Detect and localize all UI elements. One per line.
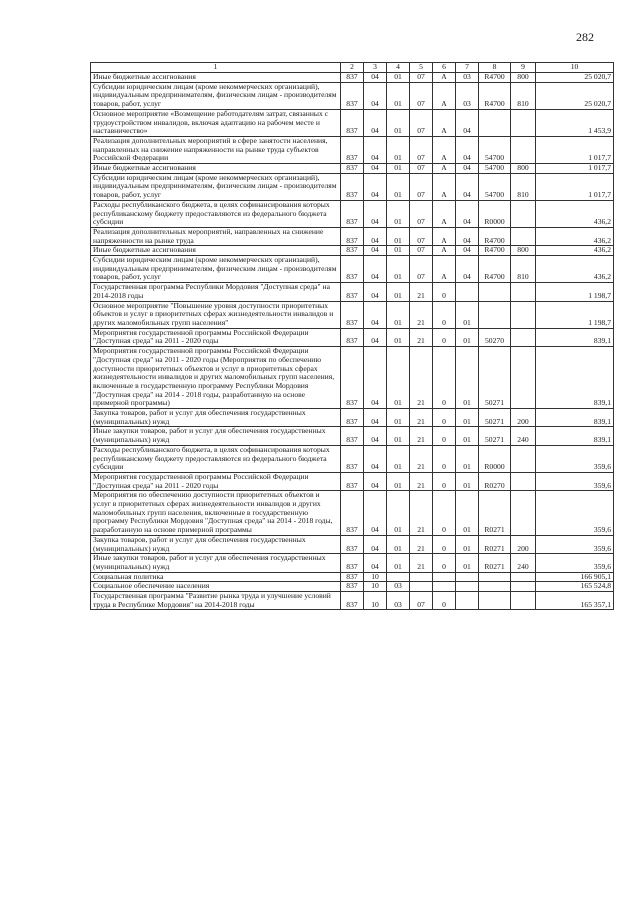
table-row <box>91 445 614 472</box>
program-code: 07 <box>410 73 433 83</box>
target-code: 54700 <box>479 164 511 174</box>
program-code: 07 <box>410 246 433 256</box>
section-code: 04 <box>364 256 387 283</box>
subsection-code: 01 <box>387 164 410 174</box>
admin-code: 837 <box>341 427 364 445</box>
section-code: 10 <box>364 572 387 582</box>
expense-type-code: 810 <box>511 173 536 200</box>
admin-code: 837 <box>341 173 364 200</box>
section-code: 04 <box>364 427 387 445</box>
subsection-code: 01 <box>387 173 410 200</box>
amount-cell: 839,1 <box>536 409 614 427</box>
subprogram-code <box>433 582 456 592</box>
event-code: 04 <box>456 227 479 245</box>
table-row <box>91 283 614 301</box>
target-code <box>479 592 511 610</box>
expense-type-code <box>511 347 536 409</box>
row-description: Субсидии юридическим лицам (кроме некоммерческих организаций), индивидуальным предпринимателям, физическим лицам - производителям товаров, работ, услуг <box>91 256 341 283</box>
subprogram-code: 0 <box>433 535 456 553</box>
page-number: 282 <box>576 30 594 44</box>
program-code: 21 <box>410 445 433 472</box>
admin-code: 837 <box>341 73 364 83</box>
expense-type-code <box>511 227 536 245</box>
admin-code: 837 <box>341 283 364 301</box>
subsection-code: 01 <box>387 554 410 572</box>
program-code: 07 <box>410 200 433 227</box>
section-code: 04 <box>364 445 387 472</box>
subprogram-code: 0 <box>433 592 456 610</box>
section-code: 04 <box>364 136 387 163</box>
target-code: 50271 <box>479 409 511 427</box>
target-code: 54700 <box>479 136 511 163</box>
admin-code: 837 <box>341 582 364 592</box>
admin-code: 837 <box>341 409 364 427</box>
section-code: 04 <box>364 109 387 136</box>
target-code: R0271 <box>479 491 511 536</box>
event-code <box>456 283 479 301</box>
event-code: 04 <box>456 256 479 283</box>
expense-type-code: 200 <box>511 535 536 553</box>
admin-code: 837 <box>341 256 364 283</box>
target-code: R4700 <box>479 73 511 83</box>
table-row <box>91 200 614 227</box>
subsection-code: 03 <box>387 582 410 592</box>
amount-cell: 436,2 <box>536 200 614 227</box>
column-header: 10 <box>536 63 614 73</box>
expense-type-code: 800 <box>511 164 536 174</box>
program-code: 21 <box>410 554 433 572</box>
budget-table <box>90 62 614 610</box>
table-row <box>91 256 614 283</box>
program-code: 21 <box>410 328 433 346</box>
section-code: 04 <box>364 409 387 427</box>
subprogram-code: 0 <box>433 409 456 427</box>
row-description: Государственная программа "Развитие рынка труда и улучшение условий труда в Республике Мордовия" на 2014-2018 годы <box>91 592 341 610</box>
table-row <box>91 535 614 553</box>
row-description: Иные закупки товаров, работ и услуг для обеспечения государственных (муниципальных) нужд <box>91 427 341 445</box>
program-code: 07 <box>410 164 433 174</box>
subsection-code: 01 <box>387 256 410 283</box>
expense-type-code <box>511 283 536 301</box>
column-header: 5 <box>410 63 433 73</box>
event-code: 01 <box>456 328 479 346</box>
subsection-code: 01 <box>387 109 410 136</box>
row-description: Социальная политика <box>91 572 341 582</box>
section-code: 04 <box>364 328 387 346</box>
subprogram-code: 0 <box>433 491 456 536</box>
subsection-code: 01 <box>387 283 410 301</box>
program-code: 21 <box>410 347 433 409</box>
subprogram-code: А <box>433 136 456 163</box>
subprogram-code: А <box>433 227 456 245</box>
target-code: R0000 <box>479 445 511 472</box>
row-description: Субсидии юридическим лицам (кроме некоммерческих организаций), индивидуальным предпринимателям, физическим лицам - производителям товаров, работ, услуг <box>91 173 341 200</box>
admin-code: 837 <box>341 472 364 490</box>
admin-code: 837 <box>341 347 364 409</box>
admin-code: 837 <box>341 491 364 536</box>
subprogram-code: А <box>433 200 456 227</box>
amount-cell: 436,2 <box>536 246 614 256</box>
section-code: 04 <box>364 82 387 109</box>
row-description: Закупка товаров, работ и услуг для обеспечения государственных (муниципальных) нужд <box>91 409 341 427</box>
row-description: Иные бюджетные ассигнования <box>91 164 341 174</box>
amount-cell: 1 453,9 <box>536 109 614 136</box>
expense-type-code <box>511 200 536 227</box>
event-code: 01 <box>456 535 479 553</box>
program-code: 21 <box>410 301 433 328</box>
expense-type-code: 810 <box>511 256 536 283</box>
target-code <box>479 109 511 136</box>
admin-code: 837 <box>341 554 364 572</box>
target-code: R0270 <box>479 472 511 490</box>
subsection-code: 01 <box>387 328 410 346</box>
subsection-code: 01 <box>387 472 410 490</box>
expense-type-code: 800 <box>511 73 536 83</box>
expense-type-code: 810 <box>511 82 536 109</box>
event-code: 04 <box>456 109 479 136</box>
program-code: 07 <box>410 109 433 136</box>
table-row <box>91 164 614 174</box>
target-code: R0271 <box>479 535 511 553</box>
section-code: 04 <box>364 283 387 301</box>
program-code: 07 <box>410 256 433 283</box>
admin-code: 837 <box>341 535 364 553</box>
program-code: 21 <box>410 491 433 536</box>
expense-type-code: 240 <box>511 554 536 572</box>
amount-cell: 359,6 <box>536 472 614 490</box>
subsection-code: 01 <box>387 200 410 227</box>
target-code: R4700 <box>479 82 511 109</box>
table-row <box>91 82 614 109</box>
admin-code: 837 <box>341 227 364 245</box>
row-description: Субсидии юридическим лицам (кроме некоммерческих организаций), индивидуальным предпринимателям, физическим лицам - производителям товаров, работ, услуг <box>91 82 341 109</box>
expense-type-code <box>511 592 536 610</box>
expense-type-code: 240 <box>511 427 536 445</box>
amount-cell: 25 020,7 <box>536 82 614 109</box>
section-code: 04 <box>364 301 387 328</box>
row-description: Реализация дополнительных мероприятий в сфере занятости населения, направленных на снижение напряженности на рынке труда субъектов Российской Федерации <box>91 136 341 163</box>
event-code: 01 <box>456 472 479 490</box>
expense-type-code <box>511 472 536 490</box>
amount-cell: 839,1 <box>536 427 614 445</box>
event-code: 01 <box>456 554 479 572</box>
row-description: Иные закупки товаров, работ и услуг для обеспечения государственных (муниципальных) нужд <box>91 554 341 572</box>
target-code: R4700 <box>479 246 511 256</box>
subprogram-code: А <box>433 164 456 174</box>
program-code: 07 <box>410 136 433 163</box>
subprogram-code: А <box>433 256 456 283</box>
admin-code: 837 <box>341 200 364 227</box>
row-description: Закупка товаров, работ и услуг для обеспечения государственных (муниципальных) нужд <box>91 535 341 553</box>
subprogram-code: 0 <box>433 445 456 472</box>
event-code: 01 <box>456 445 479 472</box>
subsection-code: 01 <box>387 347 410 409</box>
subsection-code: 01 <box>387 427 410 445</box>
event-code: 03 <box>456 73 479 83</box>
target-code: 54700 <box>479 173 511 200</box>
program-code: 21 <box>410 535 433 553</box>
event-code <box>456 582 479 592</box>
table-row <box>91 73 614 83</box>
expense-type-code <box>511 445 536 472</box>
subprogram-code: 0 <box>433 328 456 346</box>
section-code: 04 <box>364 73 387 83</box>
program-code: 07 <box>410 82 433 109</box>
section-code: 04 <box>364 173 387 200</box>
subprogram-code: А <box>433 246 456 256</box>
program-code <box>410 582 433 592</box>
table-row <box>91 109 614 136</box>
event-code: 01 <box>456 301 479 328</box>
row-description: Основное мероприятие "Повышение уровня доступности приоритетных объектов и услуг в приоритетных сферах жизнедеятельности инвалидов и других маломобильных групп населения" <box>91 301 341 328</box>
subsection-code: 01 <box>387 82 410 109</box>
expense-type-code <box>511 582 536 592</box>
admin-code: 837 <box>341 164 364 174</box>
amount-cell: 359,6 <box>536 491 614 536</box>
column-header: 2 <box>341 63 364 73</box>
table-row <box>91 227 614 245</box>
event-code <box>456 572 479 582</box>
target-code: R4700 <box>479 256 511 283</box>
section-code: 04 <box>364 227 387 245</box>
row-description: Реализация дополнительных мероприятий, направленных на снижение напряженности на рынке труда <box>91 227 341 245</box>
section-code: 10 <box>364 582 387 592</box>
event-code: 03 <box>456 82 479 109</box>
section-code: 04 <box>364 554 387 572</box>
event-code: 01 <box>456 427 479 445</box>
subprogram-code: 0 <box>433 347 456 409</box>
event-code: 04 <box>456 200 479 227</box>
admin-code: 837 <box>341 82 364 109</box>
admin-code: 837 <box>341 109 364 136</box>
event-code: 01 <box>456 491 479 536</box>
program-code: 07 <box>410 592 433 610</box>
amount-cell: 359,6 <box>536 535 614 553</box>
target-code: 50271 <box>479 427 511 445</box>
subprogram-code: 0 <box>433 427 456 445</box>
section-code: 04 <box>364 347 387 409</box>
event-code <box>456 592 479 610</box>
table-row <box>91 173 614 200</box>
event-code: 01 <box>456 347 479 409</box>
subsection-code: 01 <box>387 535 410 553</box>
amount-cell: 839,1 <box>536 347 614 409</box>
expense-type-code <box>511 136 536 163</box>
amount-cell: 1 198,7 <box>536 283 614 301</box>
event-code: 04 <box>456 136 479 163</box>
table-row <box>91 409 614 427</box>
row-description: Иные бюджетные ассигнования <box>91 246 341 256</box>
program-code: 07 <box>410 173 433 200</box>
row-description: Государственная программа Республики Мордовия "Доступная среда" на 2014-2018 годы <box>91 283 341 301</box>
column-header: 3 <box>364 63 387 73</box>
program-code: 07 <box>410 227 433 245</box>
target-code <box>479 582 511 592</box>
subsection-code: 01 <box>387 73 410 83</box>
program-code: 21 <box>410 283 433 301</box>
subprogram-code: 0 <box>433 283 456 301</box>
expense-type-code <box>511 572 536 582</box>
subprogram-code: А <box>433 173 456 200</box>
subsection-code: 01 <box>387 301 410 328</box>
target-code: R0271 <box>479 554 511 572</box>
column-header: 8 <box>479 63 511 73</box>
table-body <box>91 73 614 610</box>
amount-cell: 1 017,7 <box>536 173 614 200</box>
event-code: 04 <box>456 173 479 200</box>
amount-cell: 1 198,7 <box>536 301 614 328</box>
section-code: 04 <box>364 164 387 174</box>
table-row <box>91 472 614 490</box>
expense-type-code: 200 <box>511 409 536 427</box>
expense-type-code <box>511 328 536 346</box>
subsection-code: 01 <box>387 246 410 256</box>
amount-cell: 25 020,7 <box>536 73 614 83</box>
amount-cell: 839,1 <box>536 328 614 346</box>
amount-cell: 165 524,8 <box>536 582 614 592</box>
row-description: Расходы республиканского бюджета, в целях софинансирования которых республиканскому бюджету предоставляются из федерального бюджета субсидии <box>91 445 341 472</box>
column-header: 4 <box>387 63 410 73</box>
subsection-code: 01 <box>387 491 410 536</box>
subprogram-code: 0 <box>433 472 456 490</box>
section-code: 04 <box>364 472 387 490</box>
column-header: 7 <box>456 63 479 73</box>
target-code: R4700 <box>479 227 511 245</box>
row-description: Основное мероприятие «Возмещение работодателям затрат, связанных с трудоустройством инвалидов, включая адаптацию на рабочем месте и наставничество» <box>91 109 341 136</box>
admin-code: 837 <box>341 328 364 346</box>
column-header: 1 <box>91 63 341 73</box>
subprogram-code: А <box>433 73 456 83</box>
program-code: 21 <box>410 409 433 427</box>
admin-code: 837 <box>341 445 364 472</box>
section-code: 04 <box>364 535 387 553</box>
amount-cell: 359,6 <box>536 445 614 472</box>
amount-cell: 436,2 <box>536 227 614 245</box>
admin-code: 837 <box>341 301 364 328</box>
section-code: 04 <box>364 491 387 536</box>
row-description: Мероприятия по обеспечению доступности приоритетных объектов и услуг в приоритетных сферах жизнедеятельности инвалидов и других маломобильных групп населения, включенные в государственную программу Республики Мордовия "Доступная среда" на 2014 - 2018 годы, разработанную на основе примерной программы <box>91 491 341 536</box>
table-header-row <box>91 63 614 73</box>
amount-cell: 1 017,7 <box>536 164 614 174</box>
target-code <box>479 301 511 328</box>
program-code <box>410 572 433 582</box>
subprogram-code: 0 <box>433 554 456 572</box>
event-code: 04 <box>456 164 479 174</box>
subsection-code: 01 <box>387 136 410 163</box>
row-description: Мероприятия государственной программы Российской Федерации "Доступная среда" на 2011 - 2020 годы (Мероприятия по обеспечению доступности приоритетных объектов и услуг в приоритетных сферах жизнедеятельности инвалидов и других маломобильных групп населения, включенные в государственную программу Республики Мордовия "Доступная среда" на 2014 - 2018 годы, разработанную на основе примерной программы) <box>91 347 341 409</box>
expense-type-code <box>511 491 536 536</box>
row-description: Иные бюджетные ассигнования <box>91 73 341 83</box>
table-row <box>91 427 614 445</box>
target-code: 50271 <box>479 347 511 409</box>
admin-code: 837 <box>341 246 364 256</box>
subprogram-code: 0 <box>433 301 456 328</box>
table-row <box>91 592 614 610</box>
table-row <box>91 328 614 346</box>
row-description: Мероприятия государственной программы Российской Федерации "Доступная среда" на 2011 - 2020 годы <box>91 328 341 346</box>
subprogram-code <box>433 572 456 582</box>
table-row <box>91 301 614 328</box>
subsection-code: 01 <box>387 409 410 427</box>
expense-type-code: 800 <box>511 246 536 256</box>
row-description: Расходы республиканского бюджета, в целях софинансирования которых республиканскому бюджету предоставляются из федерального бюджета субсидии <box>91 200 341 227</box>
amount-cell: 165 357,1 <box>536 592 614 610</box>
expense-type-code <box>511 301 536 328</box>
section-code: 04 <box>364 200 387 227</box>
target-code: 50270 <box>479 328 511 346</box>
table-row <box>91 136 614 163</box>
event-code: 04 <box>456 246 479 256</box>
program-code: 21 <box>410 472 433 490</box>
subsection-code: 03 <box>387 592 410 610</box>
admin-code: 837 <box>341 572 364 582</box>
row-description: Мероприятия государственной программы Российской Федерации "Доступная среда" на 2011 - 2020 годы <box>91 472 341 490</box>
target-code <box>479 572 511 582</box>
subsection-code: 01 <box>387 227 410 245</box>
admin-code: 837 <box>341 136 364 163</box>
section-code: 10 <box>364 592 387 610</box>
program-code: 21 <box>410 427 433 445</box>
amount-cell: 166 905,1 <box>536 572 614 582</box>
column-header: 6 <box>433 63 456 73</box>
row-description: Социальное обеспечение населения <box>91 582 341 592</box>
amount-cell: 436,2 <box>536 256 614 283</box>
target-code <box>479 283 511 301</box>
subsection-code: 01 <box>387 445 410 472</box>
subprogram-code: А <box>433 109 456 136</box>
table-row <box>91 347 614 409</box>
section-code: 04 <box>364 246 387 256</box>
table-row <box>91 554 614 572</box>
admin-code: 837 <box>341 592 364 610</box>
amount-cell: 359,6 <box>536 554 614 572</box>
subprogram-code: А <box>433 82 456 109</box>
table-row <box>91 491 614 536</box>
amount-cell: 1 017,7 <box>536 136 614 163</box>
expense-type-code <box>511 109 536 136</box>
event-code: 01 <box>456 409 479 427</box>
column-header: 9 <box>511 63 536 73</box>
target-code: R0000 <box>479 200 511 227</box>
